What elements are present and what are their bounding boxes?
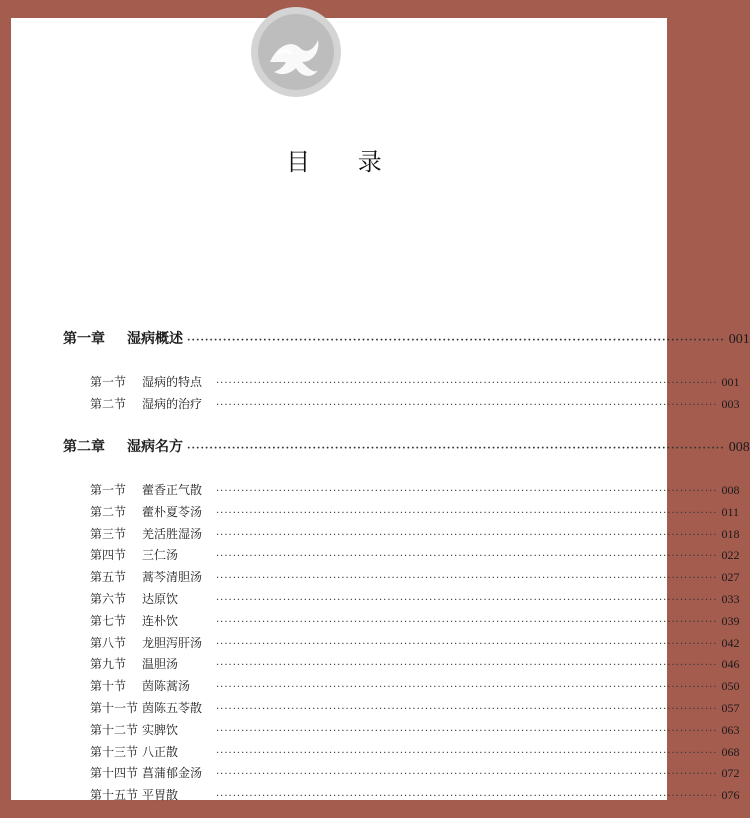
section-entry-page-number: 001 (721, 375, 740, 389)
section-entry-title: 藿香正气散 (142, 483, 203, 497)
leader-dots: ························································································································ (216, 616, 718, 628)
section-entry[interactable] (90, 786, 740, 803)
section-entry[interactable] (90, 503, 740, 520)
section-entry-page-number: 063 (721, 722, 740, 737)
section-entry-page-number: 033 (721, 592, 740, 606)
section-entry-page-number: 039 (721, 613, 740, 628)
leader-dots: ························································································································ (216, 529, 718, 541)
section-entry-page-number: 018 (721, 526, 740, 541)
leader-dots: ························································································································ (216, 551, 718, 563)
leader-dots: ························································································································ (216, 747, 718, 759)
section-entry-page-number: 003 (721, 396, 740, 411)
section-entry-number: 第十一节 (90, 701, 139, 715)
section-entry[interactable] (90, 721, 740, 738)
section-entry-title: 藿朴夏苓汤 (142, 504, 203, 519)
section-entry-number: 第五节 (90, 570, 127, 585)
leader-dots: ························································································································ (216, 682, 718, 694)
section-entry-number: 第十四节 (90, 766, 139, 781)
section-entry[interactable] (90, 395, 740, 412)
chapter-entry-title: 湿病概述 (127, 331, 183, 347)
section-entry[interactable] (90, 568, 740, 585)
section-entry-page-number: 057 (721, 701, 740, 715)
section-entry[interactable] (90, 373, 740, 390)
section-entry[interactable] (90, 677, 740, 694)
leader-dots: ························································································································ (216, 399, 718, 411)
leader-dots: ························································································································ (216, 486, 718, 497)
section-entry-title: 羌活胜湿汤 (142, 526, 203, 541)
section-entry-page-number: 027 (721, 570, 740, 585)
section-entry-title: 茵陈五苓散 (142, 701, 203, 715)
section-entry-title: 达原饮 (142, 592, 179, 606)
section-entry-number: 第三节 (90, 526, 127, 541)
leader-dots: ························································································································ (187, 443, 725, 454)
section-entry[interactable] (90, 743, 740, 760)
section-entry-number: 第十二节 (90, 722, 139, 737)
section-entry-number: 第十节 (90, 679, 127, 694)
section-entry-title: 三仁汤 (142, 548, 179, 563)
section-entry-page-number: 072 (721, 766, 740, 781)
chapter-entry[interactable] (63, 328, 750, 348)
chapter-entry-number: 第一章 (63, 331, 105, 347)
leader-dots: ························································································································ (216, 507, 718, 519)
section-entry-number: 第二节 (90, 504, 127, 519)
dragon-seal-emblem (248, 4, 344, 100)
section-entry[interactable] (90, 655, 740, 672)
leader-dots: ························································································································ (216, 791, 718, 803)
section-entry-page-number: 050 (721, 679, 740, 694)
leader-dots: ························································································································ (216, 595, 718, 606)
chapter-entry-number: 第二章 (63, 439, 105, 455)
leader-dots: ························································································································ (216, 638, 718, 650)
chapter-entry-title: 湿病名方 (127, 439, 183, 455)
leader-dots: ························································································································ (216, 660, 718, 672)
section-entry-page-number: 011 (721, 504, 740, 519)
chapter-entry-page-number: 008 (728, 440, 750, 455)
section-entry[interactable] (90, 699, 740, 716)
section-entry-page-number: 068 (721, 744, 740, 759)
section-entry-number: 第四节 (90, 548, 127, 563)
section-entry-title: 八正散 (142, 744, 179, 759)
leader-dots: ························································································································ (216, 725, 718, 737)
section-entry-number: 第二节 (90, 396, 127, 411)
section-entry-title: 蒿芩清胆汤 (142, 570, 203, 585)
leader-dots: ························································································································ (216, 378, 718, 389)
section-entry[interactable] (90, 546, 740, 563)
chapter-entry[interactable] (63, 436, 750, 456)
section-entry-title: 连朴饮 (142, 613, 179, 628)
leader-dots: ························································································································ (187, 335, 725, 346)
toc-title: 目 录 (286, 148, 402, 176)
section-entry-title: 龙胆泻肝汤 (142, 635, 203, 650)
section-entry-page-number: 042 (721, 635, 740, 650)
section-entry-number: 第一节 (90, 375, 127, 389)
section-entry-title: 菖蒲郁金汤 (142, 766, 203, 781)
section-entry-page-number: 076 (721, 788, 740, 803)
section-entry-page-number: 008 (721, 483, 740, 497)
section-entry-number: 第八节 (90, 635, 127, 650)
section-entry[interactable] (90, 634, 740, 651)
section-entry[interactable] (90, 525, 740, 542)
section-entry-title: 湿病的特点 (142, 375, 203, 389)
section-entry-title: 平胃散 (142, 788, 179, 803)
section-entry-number: 第六节 (90, 592, 127, 606)
leader-dots: ························································································································ (216, 769, 718, 781)
chapter-entry-page-number: 001 (728, 332, 750, 347)
section-entry-title: 茵陈蒿汤 (142, 679, 191, 694)
leader-dots: ························································································································ (216, 573, 718, 585)
section-entry-number: 第九节 (90, 657, 127, 672)
section-entry-page-number: 022 (721, 548, 740, 563)
section-entry-number: 第七节 (90, 613, 127, 628)
leader-dots: ························································································································ (216, 704, 718, 715)
section-entry-page-number: 046 (721, 657, 740, 672)
book-page (11, 18, 750, 803)
section-entry[interactable] (90, 612, 740, 629)
section-entry[interactable] (90, 481, 740, 498)
section-entry-number: 第一节 (90, 483, 127, 497)
section-entry-title: 温胆汤 (142, 657, 179, 672)
section-entry-title: 湿病的治疗 (142, 396, 203, 411)
section-entry-number: 第十五节 (90, 788, 139, 803)
section-entry-number: 第十三节 (90, 744, 139, 759)
section-entry-title: 实脾饮 (142, 722, 179, 737)
section-entry[interactable] (90, 590, 740, 607)
section-entry[interactable] (90, 764, 740, 781)
